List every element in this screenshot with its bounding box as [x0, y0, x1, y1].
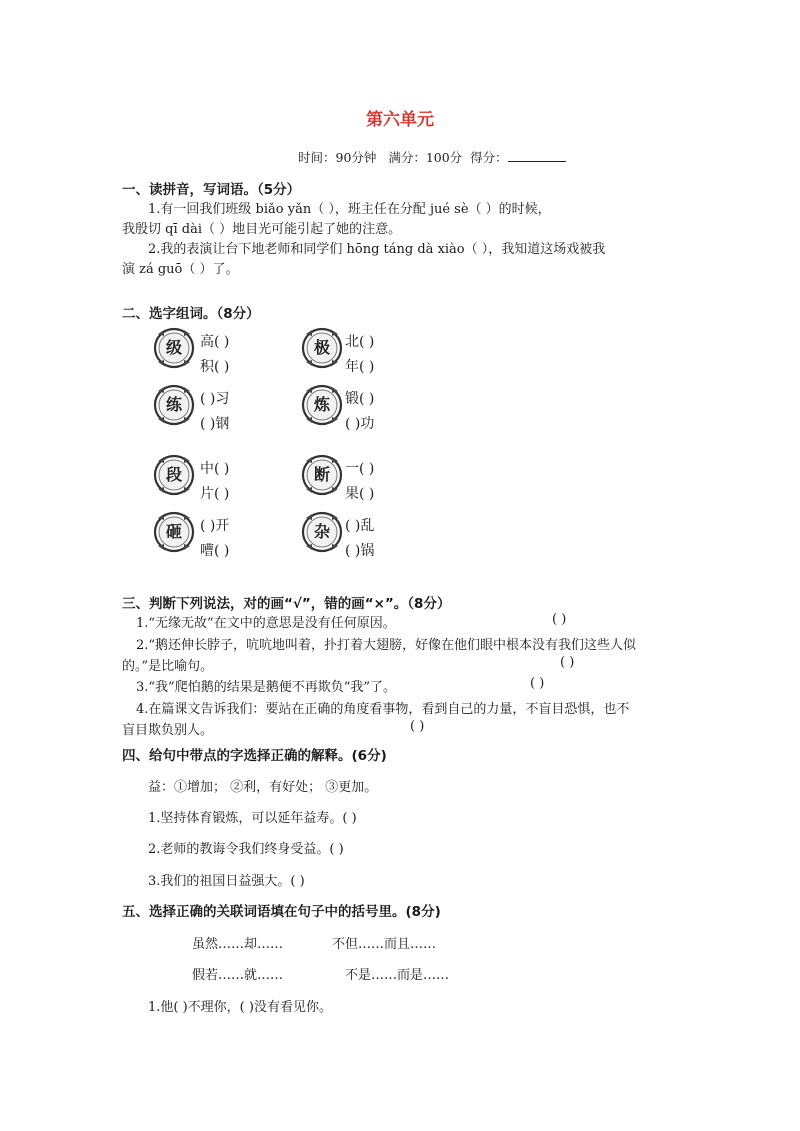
- character-badge: [300, 510, 344, 554]
- word-cell: ( )开: [200, 518, 230, 534]
- conjunction-pair: 不是……而是……: [345, 968, 450, 983]
- badge-character: 极: [313, 338, 330, 357]
- exam-score-label: 得分：: [470, 150, 508, 165]
- conjunction-pair: 假若……就……: [192, 968, 284, 983]
- badge-character: 断: [313, 465, 330, 484]
- s5-line-1: 1.他( )不理你，( )没有看见你。: [148, 1000, 332, 1015]
- s3-line-4: 3.“我”爬怕鹅的结果是鹅便不再欺负“我”了。: [136, 680, 396, 695]
- character-badge: [300, 453, 344, 497]
- s4-line-2: 2.老师的教诲令我们终身受益。( ): [148, 842, 344, 857]
- word-cell: 积( ): [200, 359, 230, 375]
- badge-character: 炼: [313, 395, 330, 414]
- character-badge: [300, 326, 344, 370]
- s3-line-1: 1.“无缘无故”在文中的意思是没有任何原因。: [136, 616, 396, 631]
- s3-line-3: 的。”是比喻句。: [122, 659, 214, 674]
- section-2-heading: 二、选字组词。（8分）: [122, 306, 260, 322]
- word-cell: ( )习: [200, 391, 230, 407]
- s1-line-2: 我殷切 qī dài（ ）地目光可能引起了她的注意。: [122, 222, 402, 237]
- s4-line-1: 1.坚持体育锻炼，可以延年益寿。( ): [148, 811, 357, 826]
- character-badge: [152, 510, 196, 554]
- character-badge: [300, 383, 344, 427]
- badge-character: 砸: [165, 522, 182, 541]
- word-cell: 片( ): [200, 486, 230, 502]
- exam-full-score: 满分：100分: [388, 150, 463, 165]
- word-cell: 高( ): [200, 334, 230, 350]
- character-badge: [152, 453, 196, 497]
- conjunction-pair: 不但……而且……: [332, 937, 437, 952]
- word-cell: ( )功: [345, 416, 375, 432]
- s3-line-2: 2.“鹅还伸长脖子，吭吭地叫着，扑打着大翅膀，好像在他们眼中根本没有我们这些人似: [136, 638, 637, 653]
- word-cell: 北( ): [345, 334, 375, 350]
- section-4-heading: 四、给句中带点的字选择正确的解释。(6分): [122, 748, 387, 764]
- word-cell: 一( ): [345, 461, 375, 477]
- page-title: 第六单元: [366, 110, 434, 130]
- word-cell: 年( ): [345, 359, 375, 375]
- word-cell: 嘈( ): [200, 543, 230, 559]
- answer-paren[interactable]: ( ): [560, 655, 575, 670]
- s4-line-3: 3.我们的祖国日益强大。( ): [148, 874, 305, 889]
- exam-time: 时间：90分钟: [298, 150, 377, 165]
- word-cell: 锻( ): [345, 391, 375, 407]
- answer-paren[interactable]: ( ): [530, 676, 545, 691]
- section-1-heading: 一、读拼音，写词语。（5分）: [122, 182, 301, 198]
- s3-line-6: 盲目欺负别人。: [122, 723, 214, 738]
- character-badge: [152, 326, 196, 370]
- badge-character: 段: [165, 465, 182, 484]
- answer-paren[interactable]: ( ): [410, 719, 425, 734]
- character-badge: [152, 383, 196, 427]
- s1-line-4: 演 zá guō（ ）了。: [122, 262, 239, 277]
- s4-options: 益：①增加； ②利，有好处； ③更加。: [148, 780, 378, 795]
- score-blank[interactable]: [508, 149, 566, 162]
- word-cell: ( )钢: [200, 416, 230, 432]
- section-3-heading: 三、判断下列说法，对的画“√”，错的画“×”。（8分）: [122, 596, 451, 612]
- s1-line-3: 2.我的表演让台下地老师和同学们 hōng táng dà xiào（ ），我知道这场戏被我: [148, 242, 606, 257]
- word-cell: 中( ): [200, 461, 230, 477]
- word-cell: 果( ): [345, 486, 375, 502]
- exam-meta: [298, 148, 566, 166]
- badge-character: 练: [165, 395, 182, 414]
- badge-character: 杂: [313, 522, 330, 541]
- word-cell: ( )锅: [345, 543, 375, 559]
- section-5-heading: 五、选择正确的关联词语填在句子中的括号里。(8分): [122, 904, 441, 920]
- badge-character: 级: [165, 338, 182, 357]
- word-cell: ( )乱: [345, 518, 375, 534]
- answer-paren[interactable]: ( ): [552, 612, 567, 627]
- s3-line-5: 4.在篇课文告诉我们：要站在正确的角度看事物，看到自己的力量，不盲目恐惧，也不: [136, 702, 630, 717]
- s1-line-1: 1.有一回我们班级 biǎo yǎn（ ），班主任在分配 jué sè（ ）的时候，: [148, 202, 551, 217]
- conjunction-pair: 虽然……却……: [192, 937, 284, 952]
